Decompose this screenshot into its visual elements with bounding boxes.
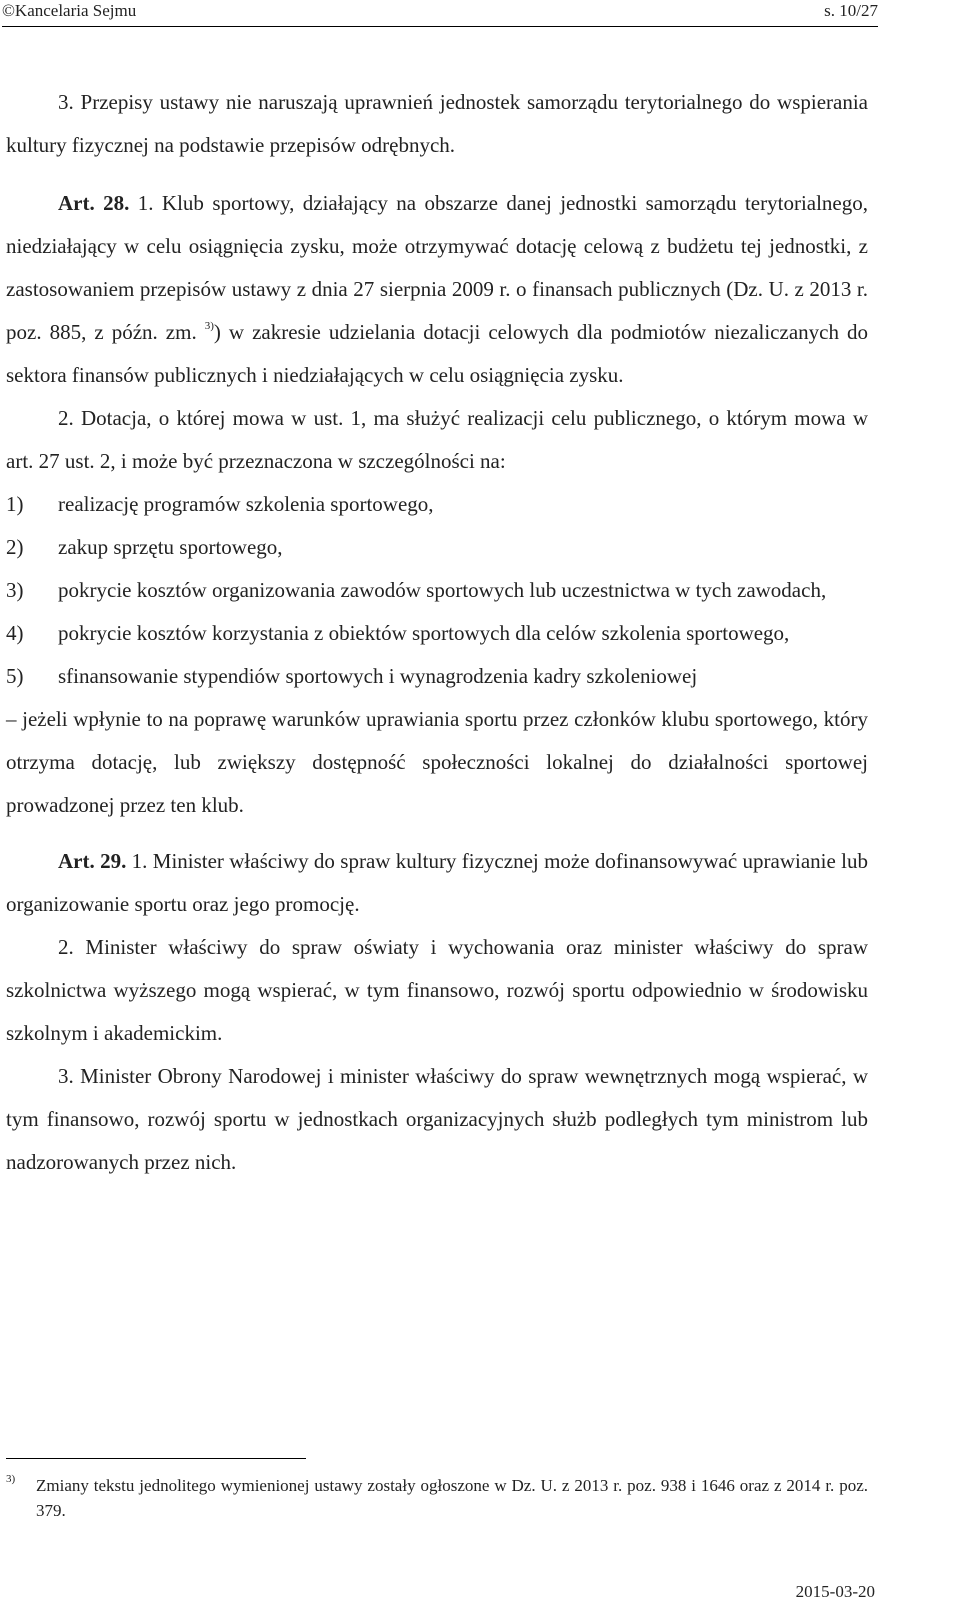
paragraph-art27-3: 3. Przepisy ustawy nie naruszają uprawnień jednostek samorządu terytorialnego do wspierania kultury fizycznej na podstawie przepisów odrębnych. <box>6 90 868 157</box>
list-item <box>6 655 868 698</box>
page-header <box>2 0 878 27</box>
list-item-number: 5) <box>6 664 24 688</box>
footnote-ref: 3) <box>204 320 214 332</box>
list-item <box>6 612 868 655</box>
art28-text-cont: ) w zakresie udzielania dotacji celowych dla podmiotów niezaliczanych do sektora finansów publicznych i niedziałających w celu osiągnięcia zysku. <box>6 320 868 387</box>
list-item-text: pokrycie kosztów korzystania z obiektów sportowych dla celów szkolenia sportowego, <box>58 621 790 645</box>
list-item-text: zakup sprzętu sportowego, <box>58 535 283 559</box>
list-item-text: pokrycie kosztów organizowania zawodów sportowych lub uczestnictwa w tych zawodach, <box>58 578 827 602</box>
list-item-number: 3) <box>6 578 24 602</box>
paragraph-art28-2: 2. Dotacja, o której mowa w ust. 1, ma służyć realizacji celu publicznego, o którym mowa w art. 27 ust. 2, i może być przeznaczona w szczególności na: <box>6 406 868 473</box>
footnote-separator <box>6 1458 306 1459</box>
art29-text: 1. Minister właściwy do spraw kultury fizycznej może dofinansowywać uprawianie lub organizowanie sportu oraz jego promocję. <box>6 849 868 916</box>
copyright-label: ©Kancelaria Sejmu <box>2 1 137 20</box>
footnote-text: Zmiany tekstu jednolitego wymienionej ustawy zostały ogłoszone w Dz. U. z 2013 r. poz. 938 i 1646 oraz z 2014 r. poz. 379. <box>36 1476 868 1520</box>
paragraph-art29-3: 3. Minister Obrony Narodowej i minister właściwy do spraw wewnętrznych mogą wspierać, w tym finansowo, rozwój sportu w jednostkach organizacyjnych służb podległych tym ministrom lub nadzorowanych przez nich. <box>6 1064 868 1174</box>
list-item <box>6 526 868 569</box>
document-date: 2015-03-20 <box>795 1582 875 1601</box>
article-label-29: Art. 29. <box>58 849 127 873</box>
list-item <box>6 483 868 526</box>
footnote-number: 3) <box>6 1473 16 1485</box>
list-item-text: sfinansowanie stypendiów sportowych i wynagrodzenia kadry szkoleniowej <box>58 664 698 688</box>
page-number: s. 10/27 <box>824 1 878 20</box>
footnote <box>6 1473 868 1523</box>
list-item-text: realizację programów szkolenia sportowego, <box>58 492 434 516</box>
paragraph-art28-1 <box>6 182 868 397</box>
closing-clause: – jeżeli wpłynie to na poprawę warunków uprawiania sportu przez członków klubu sportowego, który otrzyma dotację, lub zwiększy dostępność społeczności lokalnej do działalności sportowej prowadzonej przez ten klub. <box>6 707 868 817</box>
article-label-28: Art. 28. <box>58 191 130 215</box>
list-item-number: 2) <box>6 535 24 559</box>
paragraph-art29-2: 2. Minister właściwy do spraw oświaty i wychowania oraz minister właściwy do spraw szkolnictwa wyższego mogą wspierać, w tym finansowo, rozwój sportu odpowiednio w środowisku szkolnym i akademickim. <box>6 935 868 1045</box>
art28-text: 1. Klub sportowy, działający na obszarze danej jednostki samorządu terytorialnego, niedziałający w celu osiągnięcia zysku, może otrzymywać dotację celową z budżetu tej jednostki, z zastosowaniem przepisów ustawy z dnia 27 sierpnia 2009 r. o finansach publicznych (Dz. U. z 2013 r. poz. 885, z późn. zm. <box>6 191 869 344</box>
list-item <box>6 569 868 612</box>
list-item-number: 4) <box>6 621 24 645</box>
document-body <box>6 81 868 1184</box>
paragraph-art29-1 <box>6 840 868 926</box>
list-item-number: 1) <box>6 492 24 516</box>
